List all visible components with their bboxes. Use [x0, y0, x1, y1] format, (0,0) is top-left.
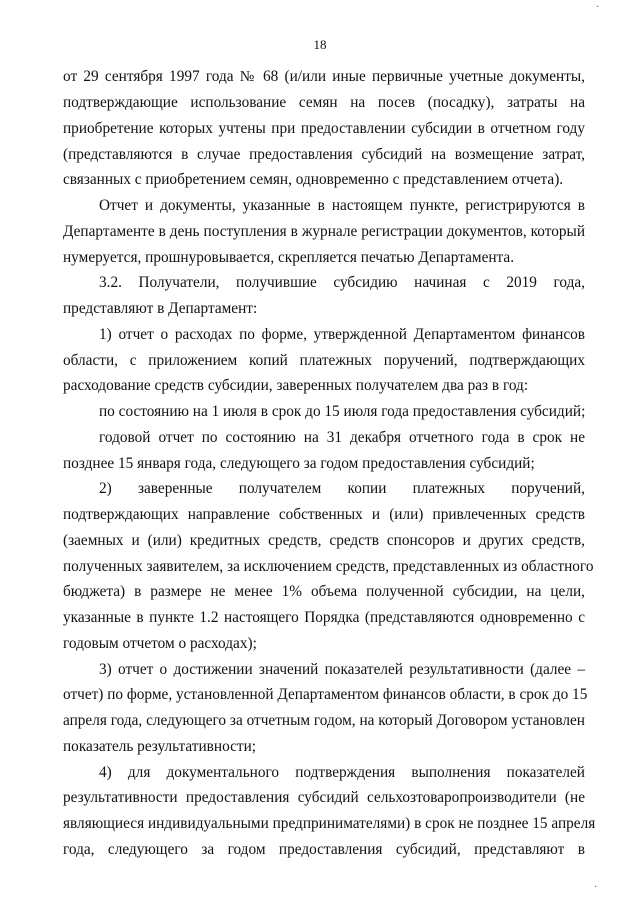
text-line: бюджета) в размере не менее 1% объема полученной субсидии, на цели,: [63, 583, 585, 600]
text-line: отчет) по форме, установленной Департаментом финансов области, в срок до 15: [63, 686, 588, 703]
scan-mark: ·: [596, 2, 600, 13]
page-number: 18: [313, 37, 327, 52]
section-heading-3-2: 3.2. Получатели, получившие субсидию начиная с 2019 года,: [99, 274, 585, 291]
text-line: от 29 сентября 1997 года № 68 (и/или иные первичные учетные документы,: [63, 68, 585, 85]
text-line: указанные в пункте 1.2 настоящего Порядка (представляются одновременно с: [63, 609, 585, 626]
text-line: полученных заявителем, за исключением средств, представленных из областного: [63, 558, 594, 575]
paragraph-first-line: Отчет и документы, указанные в настоящем пункте, регистрируются в: [99, 197, 585, 214]
text-line: результативности предоставления субсидий сельхозтоваропроизводители (не: [63, 789, 585, 806]
text-line: представляют в Департамент:: [63, 300, 258, 317]
text-line: Департаменте в день поступления в журнале регистрации документов, который: [63, 223, 585, 240]
text-line: подтверждающих направление собственных и (или) привлеченных средств: [63, 506, 585, 523]
text-line: области, с приложением копий платежных поручений, подтверждающих: [63, 352, 585, 369]
text-line: года, следующего за годом предоставления субсидий, представляют в: [63, 841, 585, 858]
text-line: нумеруется, прошнуровывается, скрепляется печатью Департамента.: [63, 249, 515, 266]
text-line: (заемных и (или) кредитных средств, средств спонсоров и других средств,: [63, 532, 585, 549]
text-line: годовым отчетом о расходах);: [63, 635, 257, 652]
list-item-1: 1) отчет о расходах по форме, утвержденной Департаментом финансов: [99, 326, 585, 343]
text-line: подтверждающие использование семян на посев (посадку), затраты на: [63, 94, 585, 111]
text-line: расходование средств субсидии, заверенных получателем два раз в год:: [63, 377, 529, 394]
text-line: связанных с приобретением семян, одновременно с представлением отчета).: [63, 171, 564, 188]
text-line: являющиеся индивидуальными предпринимателями) в срок не позднее 15 апреля: [63, 815, 596, 832]
text-line: приобретение которых учтены при предоставлении субсидии в отчетном году: [63, 120, 585, 137]
text-line: (представляются в случае предоставления субсидий на возмещение затрат,: [63, 146, 585, 163]
list-item-2: 2) заверенные получателем копии платежных поручений,: [99, 480, 585, 497]
list-item-4: 4) для документального подтверждения выполнения показателей: [99, 764, 585, 781]
list-item-3: 3) отчет о достижении значений показателей результативности (далее –: [99, 661, 585, 678]
text-line: показатель результативности;: [63, 738, 257, 755]
paragraph-first-line: годовой отчет по состоянию на 31 декабря отчетного года в срок не: [99, 429, 585, 446]
text-line: апреля года, следующего за отчетным годом, на который Договором установлен: [63, 712, 585, 729]
scan-mark: ·: [594, 882, 598, 893]
paragraph-first-line: по состоянию на 1 июля в срок до 15 июля года предоставления субсидий;: [99, 403, 586, 420]
text-line: позднее 15 января года, следующего за годом предоставления субсидий;: [63, 455, 535, 472]
